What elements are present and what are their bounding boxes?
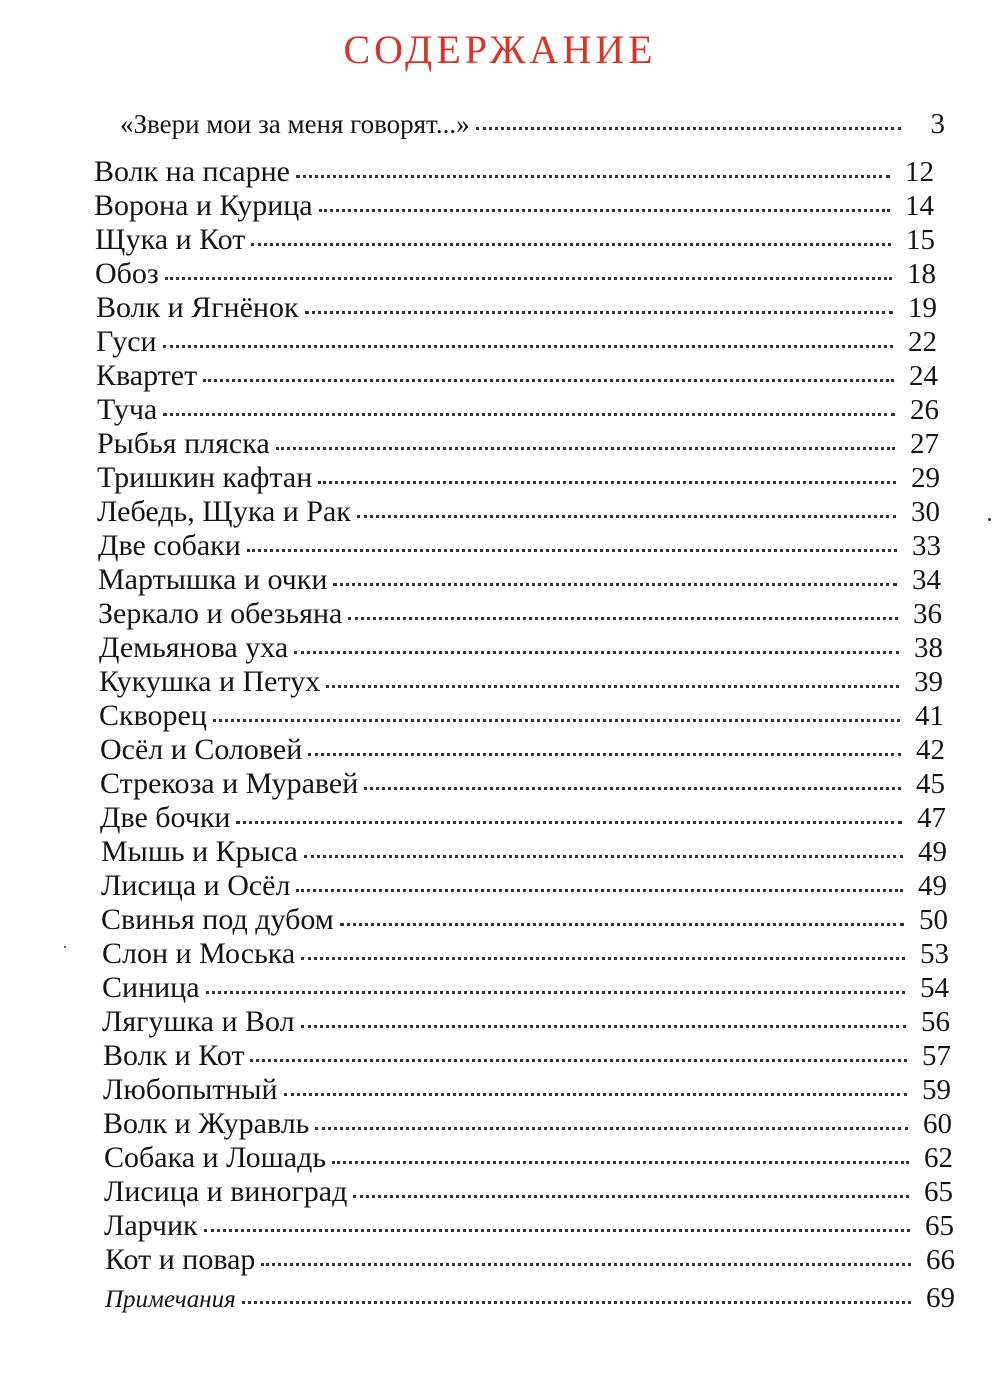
- toc-entry[interactable]: [97, 393, 939, 427]
- dot-leader: [364, 787, 901, 790]
- toc-entry-page: 15: [906, 224, 935, 256]
- toc-entry-page: 18: [907, 258, 936, 290]
- toc-entry-page: 59: [922, 1074, 951, 1106]
- dot-leader: [348, 617, 898, 620]
- dot-leader: [203, 379, 894, 382]
- toc-entry[interactable]: [97, 495, 940, 529]
- toc-entry[interactable]: [99, 699, 944, 733]
- dot-leader: [284, 1093, 907, 1096]
- toc-entry[interactable]: [99, 665, 943, 699]
- toc-entry-page: 47: [917, 802, 946, 834]
- toc-entry-page: 65: [924, 1176, 953, 1208]
- toc-entry[interactable]: [104, 1141, 953, 1175]
- dot-leader: [332, 1161, 909, 1164]
- toc-entry-label: Обоз: [95, 257, 159, 290]
- toc-entry[interactable]: [104, 1209, 954, 1243]
- toc-entry[interactable]: [102, 937, 949, 971]
- toc-entry-label: Рыбья пляска: [97, 427, 270, 460]
- toc-entry-label: Тришкин кафтан: [97, 461, 313, 494]
- toc-entry-page: 49: [918, 836, 947, 868]
- toc-entry-page: 36: [913, 598, 942, 630]
- toc-entry[interactable]: [97, 461, 940, 495]
- toc-entry[interactable]: [94, 155, 934, 189]
- toc-entry[interactable]: [95, 257, 936, 291]
- dot-leader: [326, 685, 899, 688]
- toc-entry-label: Кот и повар: [105, 1243, 256, 1276]
- dot-leader: [318, 481, 896, 484]
- toc-entry-page: 30: [911, 496, 940, 528]
- toc-entry-label: Две собаки: [98, 529, 241, 562]
- toc-entry-label: Волк на псарне: [94, 155, 290, 188]
- dot-leader: [163, 413, 895, 416]
- toc-entry-page: 38: [914, 632, 943, 664]
- dot-leader: [301, 1025, 906, 1028]
- toc-entry[interactable]: [101, 903, 948, 937]
- toc-entry-label: «Звери мои за меня говорят...»: [120, 109, 470, 139]
- toc-entry-label: Кукушка и Петух: [99, 665, 321, 698]
- toc-entry-label: Лисица и Осёл: [101, 869, 291, 902]
- toc-entry[interactable]: [95, 223, 935, 257]
- toc-entry-label: Волк и Журавль: [103, 1107, 310, 1140]
- dot-leader: [296, 175, 890, 178]
- toc-entry-label: Волк и Кот: [103, 1039, 245, 1072]
- toc-entry-page: 26: [910, 394, 939, 426]
- toc-entry-label: Туча: [97, 393, 158, 426]
- toc-entry[interactable]: [96, 325, 937, 359]
- dot-leader: [353, 1195, 909, 1198]
- dot-leader: [242, 1301, 911, 1304]
- dot-leader: [315, 1127, 908, 1130]
- toc-entry-page: 50: [919, 904, 948, 936]
- dot-leader: [308, 753, 901, 756]
- dot-leader: [294, 651, 899, 654]
- dot-leader: [261, 1263, 911, 1266]
- dot-leader: [319, 209, 890, 212]
- toc-entry-label: Гуси: [96, 325, 157, 358]
- toc-entry-label: Слон и Моська: [102, 937, 296, 970]
- toc-entry-label: Собака и Лошадь: [104, 1141, 327, 1174]
- toc-entry[interactable]: [98, 529, 941, 563]
- toc-entry-label: Синица: [102, 971, 200, 1004]
- scan-speck: [988, 518, 991, 521]
- toc-entry-label: Демьянова уха: [99, 631, 289, 664]
- dot-leader: [301, 957, 905, 960]
- toc-entry-label: Зеркало и обезьяна: [98, 597, 343, 630]
- dot-leader: [213, 719, 900, 722]
- toc-entry[interactable]: [101, 869, 947, 903]
- dot-leader: [304, 855, 903, 858]
- toc-entry-label: Примечания: [105, 1286, 236, 1313]
- dot-leader: [165, 277, 892, 280]
- toc-entry[interactable]: [100, 733, 945, 767]
- page-title: СОДЕРЖАНИЕ: [343, 27, 657, 72]
- toc-entry-page: 24: [909, 360, 938, 392]
- toc-entry-page: 19: [908, 292, 937, 324]
- dot-leader: [305, 311, 893, 314]
- toc-entry-page: 42: [916, 734, 945, 766]
- dot-leader: [247, 549, 897, 552]
- toc-entry-intro[interactable]: [120, 108, 945, 142]
- toc-entry[interactable]: [104, 1175, 953, 1209]
- dot-leader: [250, 1059, 907, 1062]
- toc-entry-label: Щука и Кот: [95, 223, 246, 256]
- toc-entry[interactable]: [98, 563, 941, 597]
- toc-entry-label: Квартет: [96, 359, 198, 392]
- toc-entry-page: 45: [916, 768, 945, 800]
- toc-entry[interactable]: [94, 189, 934, 223]
- toc-entry[interactable]: [97, 427, 939, 461]
- toc-entry[interactable]: [100, 801, 946, 835]
- toc-entry-page: 12: [905, 156, 934, 188]
- toc-entry[interactable]: [96, 359, 938, 393]
- toc-entry-label: Свинья под дубом: [101, 903, 334, 936]
- dot-leader: [476, 127, 901, 130]
- toc-entry[interactable]: [98, 597, 942, 631]
- toc-entry-label: Ларчик: [104, 1209, 198, 1242]
- toc-entry-page: 62: [924, 1142, 953, 1174]
- scan-speck: [64, 946, 66, 948]
- toc-entry[interactable]: [103, 1073, 951, 1107]
- dot-leader: [340, 923, 904, 926]
- toc-entry-page: 60: [923, 1108, 952, 1140]
- toc-entry-page: 56: [921, 1006, 950, 1038]
- dot-leader: [163, 345, 893, 348]
- toc-entry-page: 33: [912, 530, 941, 562]
- toc-entry-label: Лягушка и Вол: [102, 1005, 295, 1038]
- toc-entry[interactable]: [105, 1243, 955, 1277]
- toc-entry[interactable]: [96, 291, 937, 325]
- toc-entry-page: 27: [910, 428, 939, 460]
- toc-entry-notes[interactable]: [105, 1282, 955, 1316]
- toc-entry-page: 34: [912, 564, 941, 596]
- toc-entry-label: Стрекоза и Муравей: [100, 767, 359, 800]
- dot-leader: [204, 1229, 910, 1232]
- toc-entry[interactable]: [103, 1107, 952, 1141]
- toc-entry-page: 65: [925, 1210, 954, 1242]
- toc-entry-page: 41: [915, 700, 944, 732]
- toc-entry-label: Лисица и виноград: [104, 1175, 348, 1208]
- dot-leader: [251, 243, 891, 246]
- toc-entry-page: 57: [922, 1040, 951, 1072]
- dot-leader: [333, 583, 897, 586]
- toc-entry[interactable]: [102, 971, 949, 1005]
- toc-entry-page: 29: [911, 462, 940, 494]
- toc-entry-page: 49: [918, 870, 947, 902]
- toc-entry-label: Скворец: [99, 699, 207, 732]
- dot-leader: [296, 889, 903, 892]
- toc-entry-page: 14: [905, 190, 934, 222]
- toc-entry[interactable]: [103, 1039, 951, 1073]
- toc-entry-label: Волк и Ягнёнок: [96, 291, 299, 324]
- dot-leader: [206, 991, 905, 994]
- toc-entry[interactable]: [102, 1005, 950, 1039]
- toc-entry-page: 3: [930, 108, 945, 140]
- toc-entry-label: Мышь и Крыса: [101, 835, 298, 868]
- toc-entry-label: Осёл и Соловей: [100, 733, 303, 766]
- dot-leader: [357, 515, 896, 518]
- toc-entry[interactable]: [99, 631, 943, 665]
- toc-entry-page: 54: [920, 972, 949, 1004]
- toc-entry-label: Лебедь, Щука и Рак: [97, 495, 351, 528]
- toc-entry-page: 22: [908, 326, 937, 358]
- dot-leader: [276, 447, 895, 450]
- toc-entry-page: 69: [926, 1282, 955, 1314]
- toc-entry-label: Любопытный: [103, 1073, 278, 1106]
- toc-entry-label: Две бочки: [100, 801, 231, 834]
- toc-entry[interactable]: [101, 835, 947, 869]
- toc-entry-label: Ворона и Курица: [94, 189, 313, 222]
- toc-entry-page: 66: [926, 1244, 955, 1276]
- toc-entry-page: 39: [914, 666, 943, 698]
- toc-entry-label: Мартышка и очки: [98, 563, 328, 596]
- toc-entry[interactable]: [100, 767, 945, 801]
- dot-leader: [236, 821, 902, 824]
- toc-entry-page: 53: [920, 938, 949, 970]
